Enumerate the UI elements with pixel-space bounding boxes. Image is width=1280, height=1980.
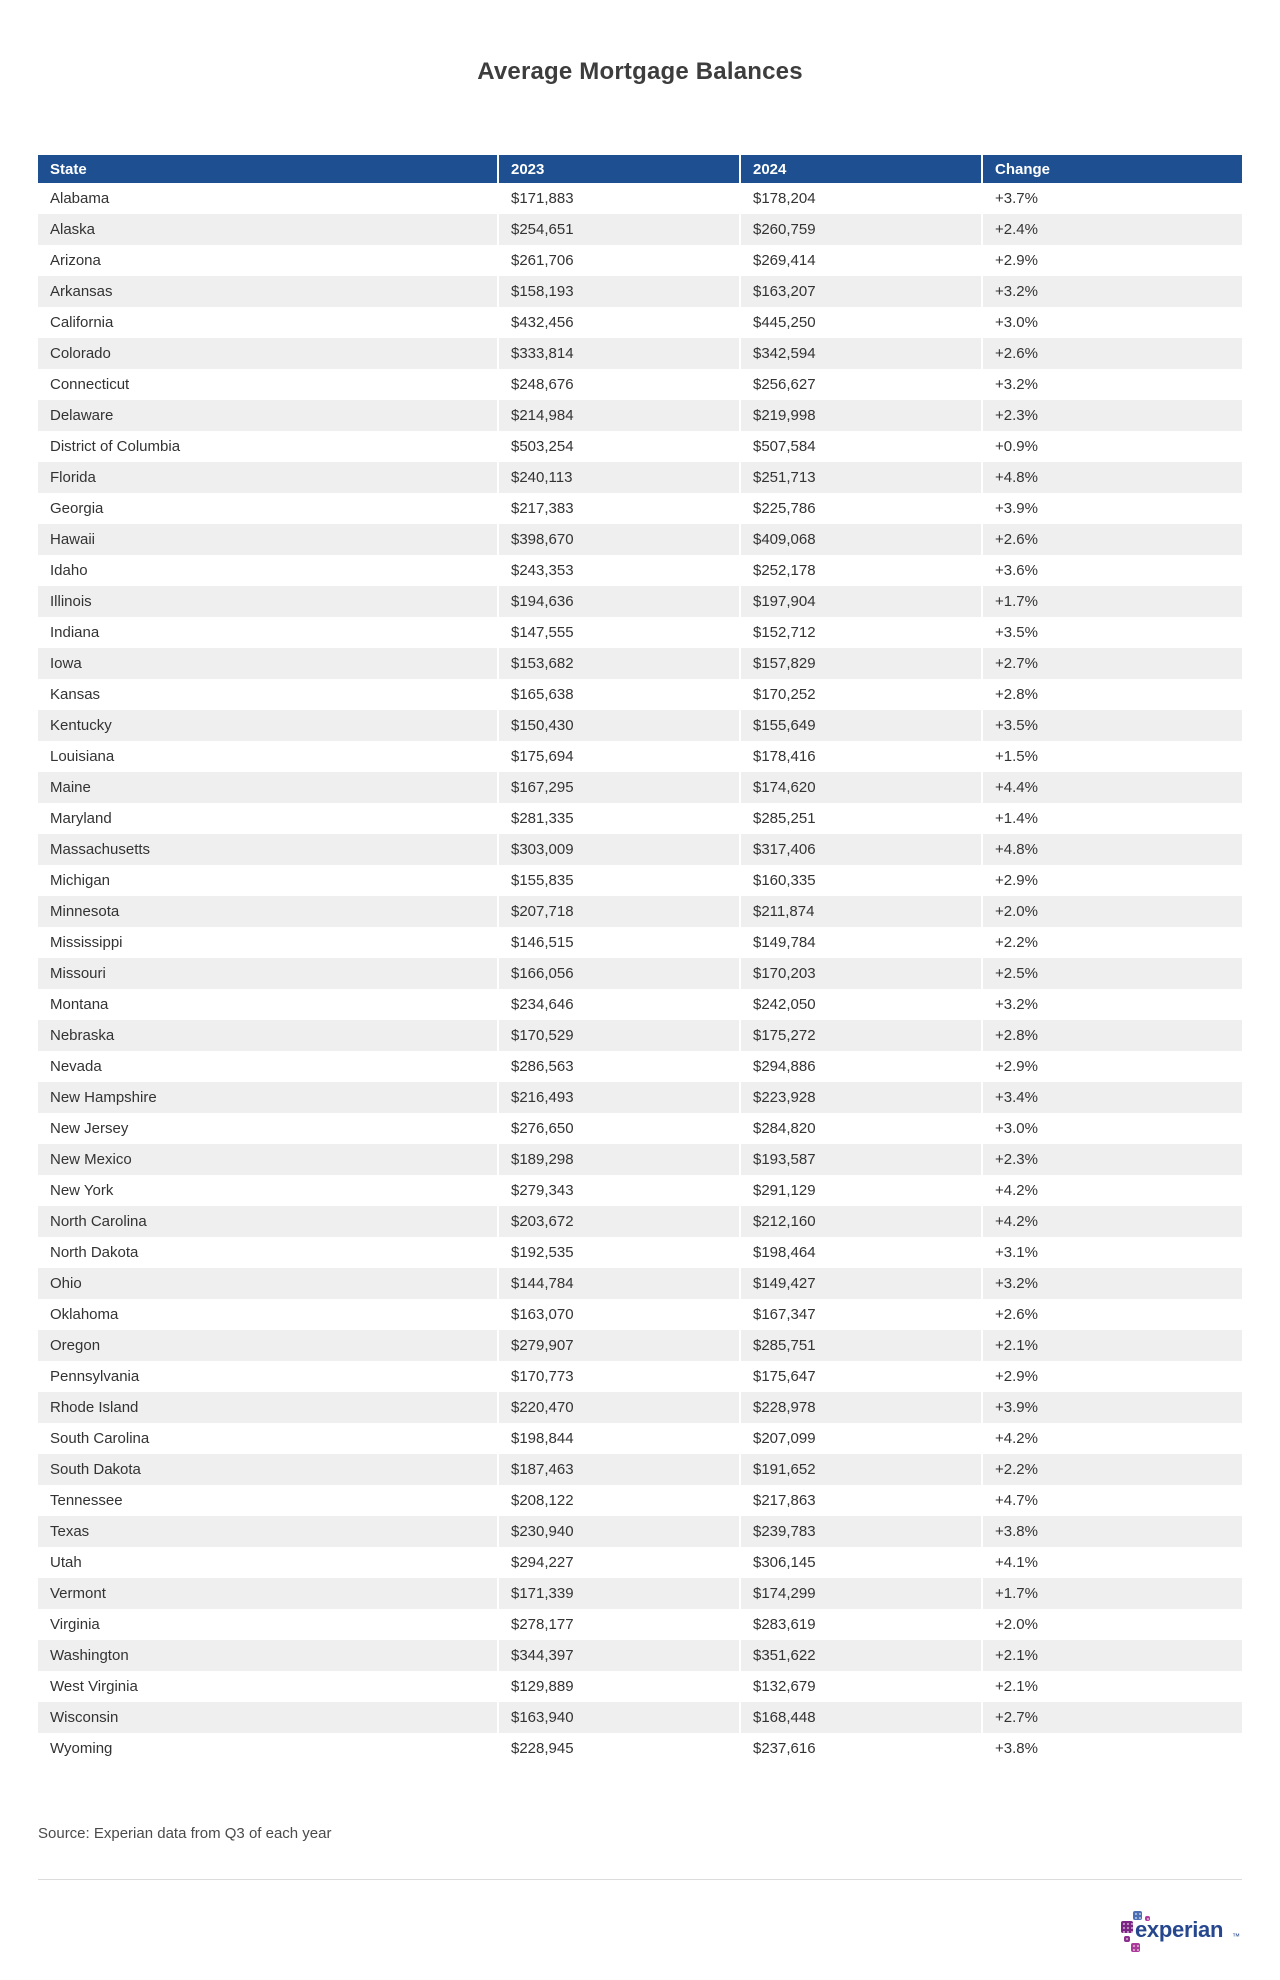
balance-2024-cell: $211,874	[740, 896, 982, 927]
table-row	[38, 1423, 1242, 1454]
table-row	[38, 648, 1242, 679]
change-cell: +2.9%	[982, 865, 1242, 896]
balance-2024-cell: $284,820	[740, 1113, 982, 1144]
source-note: Source: Experian data from Q3 of each year	[38, 1825, 332, 1842]
change-cell: +1.5%	[982, 741, 1242, 772]
balance-2024-cell: $285,751	[740, 1330, 982, 1361]
change-cell: +3.2%	[982, 1268, 1242, 1299]
state-cell: Georgia	[38, 493, 498, 524]
change-cell: +4.4%	[982, 772, 1242, 803]
change-cell: +3.0%	[982, 1113, 1242, 1144]
change-cell: +2.6%	[982, 1299, 1242, 1330]
table-row	[38, 462, 1242, 493]
change-cell: +3.1%	[982, 1237, 1242, 1268]
balance-2024-cell: $269,414	[740, 245, 982, 276]
state-cell: Iowa	[38, 648, 498, 679]
change-cell: +2.9%	[982, 1051, 1242, 1082]
change-cell: +3.5%	[982, 710, 1242, 741]
state-cell: Ohio	[38, 1268, 498, 1299]
balance-2024-cell: $445,250	[740, 307, 982, 338]
change-cell: +2.6%	[982, 524, 1242, 555]
state-cell: South Dakota	[38, 1454, 498, 1485]
table-row	[38, 586, 1242, 617]
table-row	[38, 1144, 1242, 1175]
table-row	[38, 1051, 1242, 1082]
state-cell: West Virginia	[38, 1671, 498, 1702]
change-cell: +2.8%	[982, 679, 1242, 710]
balance-2023-cell: $240,113	[498, 462, 740, 493]
balance-2023-cell: $248,676	[498, 369, 740, 400]
balance-2024-cell: $225,786	[740, 493, 982, 524]
balance-2024-cell: $170,252	[740, 679, 982, 710]
state-cell: Colorado	[38, 338, 498, 369]
balance-2023-cell: $175,694	[498, 741, 740, 772]
balance-2024-cell: $149,427	[740, 1268, 982, 1299]
change-cell: +3.0%	[982, 307, 1242, 338]
balance-2024-cell: $175,272	[740, 1020, 982, 1051]
balance-2024-cell: $285,251	[740, 803, 982, 834]
balance-2024-cell: $197,904	[740, 586, 982, 617]
balance-2023-cell: $207,718	[498, 896, 740, 927]
balance-2023-cell: $220,470	[498, 1392, 740, 1423]
balance-2024-cell: $149,784	[740, 927, 982, 958]
balance-2024-cell: $163,207	[740, 276, 982, 307]
state-cell: Louisiana	[38, 741, 498, 772]
balance-2023-cell: $189,298	[498, 1144, 740, 1175]
state-cell: North Carolina	[38, 1206, 498, 1237]
change-cell: +3.2%	[982, 989, 1242, 1020]
state-cell: New Jersey	[38, 1113, 498, 1144]
table-row	[38, 679, 1242, 710]
balance-2023-cell: $129,889	[498, 1671, 740, 1702]
balance-2023-cell: $503,254	[498, 431, 740, 462]
balance-2023-cell: $163,070	[498, 1299, 740, 1330]
balance-2023-cell: $166,056	[498, 958, 740, 989]
balance-2023-cell: $216,493	[498, 1082, 740, 1113]
state-cell: Hawaii	[38, 524, 498, 555]
change-cell: +2.2%	[982, 1454, 1242, 1485]
table-row	[38, 1020, 1242, 1051]
balance-2024-cell: $306,145	[740, 1547, 982, 1578]
state-cell: District of Columbia	[38, 431, 498, 462]
state-cell: Maine	[38, 772, 498, 803]
balance-2024-cell: $219,998	[740, 400, 982, 431]
balance-2023-cell: $214,984	[498, 400, 740, 431]
state-cell: Maryland	[38, 803, 498, 834]
state-cell: Massachusetts	[38, 834, 498, 865]
change-cell: +1.7%	[982, 1578, 1242, 1609]
balance-2023-cell: $170,529	[498, 1020, 740, 1051]
state-cell: Michigan	[38, 865, 498, 896]
state-cell: South Carolina	[38, 1423, 498, 1454]
state-cell: Florida	[38, 462, 498, 493]
state-cell: Kentucky	[38, 710, 498, 741]
balance-2024-cell: $167,347	[740, 1299, 982, 1330]
balance-2023-cell: $155,835	[498, 865, 740, 896]
table-row	[38, 369, 1242, 400]
table-row	[38, 400, 1242, 431]
table-row	[38, 338, 1242, 369]
change-cell: +2.3%	[982, 400, 1242, 431]
change-cell: +4.8%	[982, 834, 1242, 865]
table-row	[38, 1609, 1242, 1640]
balance-2023-cell: $198,844	[498, 1423, 740, 1454]
balance-2023-cell: $230,940	[498, 1516, 740, 1547]
table-row	[38, 834, 1242, 865]
table-row	[38, 741, 1242, 772]
change-cell: +2.0%	[982, 896, 1242, 927]
balance-2024-cell: $283,619	[740, 1609, 982, 1640]
balance-2023-cell: $170,773	[498, 1361, 740, 1392]
balance-2023-cell: $171,339	[498, 1578, 740, 1609]
balance-2024-cell: $252,178	[740, 555, 982, 586]
balance-2023-cell: $286,563	[498, 1051, 740, 1082]
state-cell: Idaho	[38, 555, 498, 586]
change-cell: +2.5%	[982, 958, 1242, 989]
balance-2024-cell: $507,584	[740, 431, 982, 462]
balance-2023-cell: $276,650	[498, 1113, 740, 1144]
change-cell: +2.6%	[982, 338, 1242, 369]
balance-2023-cell: $217,383	[498, 493, 740, 524]
balance-2024-cell: $251,713	[740, 462, 982, 493]
table-row	[38, 276, 1242, 307]
change-cell: +2.8%	[982, 1020, 1242, 1051]
change-cell: +2.2%	[982, 927, 1242, 958]
state-cell: Arizona	[38, 245, 498, 276]
table-row	[38, 710, 1242, 741]
balance-2024-cell: $212,160	[740, 1206, 982, 1237]
state-cell: Indiana	[38, 617, 498, 648]
state-cell: Arkansas	[38, 276, 498, 307]
table-row	[38, 1485, 1242, 1516]
state-cell: Connecticut	[38, 369, 498, 400]
balance-2023-cell: $261,706	[498, 245, 740, 276]
balance-2023-cell: $432,456	[498, 307, 740, 338]
change-cell: +2.9%	[982, 1361, 1242, 1392]
change-cell: +0.9%	[982, 431, 1242, 462]
balance-2023-cell: $158,193	[498, 276, 740, 307]
balance-2023-cell: $344,397	[498, 1640, 740, 1671]
state-cell: Wisconsin	[38, 1702, 498, 1733]
balance-2024-cell: $351,622	[740, 1640, 982, 1671]
change-cell: +3.7%	[982, 183, 1242, 214]
state-cell: Tennessee	[38, 1485, 498, 1516]
table-row	[38, 524, 1242, 555]
state-cell: Texas	[38, 1516, 498, 1547]
balance-2024-cell: $178,416	[740, 741, 982, 772]
column-header-2024: 2024	[740, 155, 982, 183]
table-row	[38, 1733, 1242, 1764]
state-cell: New York	[38, 1175, 498, 1206]
balance-2024-cell: $175,647	[740, 1361, 982, 1392]
table-row	[38, 1671, 1242, 1702]
change-cell: +4.2%	[982, 1175, 1242, 1206]
logo-wordmark: experian	[1135, 1917, 1224, 1942]
logo-square-purple-large	[1121, 1921, 1133, 1933]
table-row	[38, 989, 1242, 1020]
change-cell: +3.4%	[982, 1082, 1242, 1113]
column-header-state: State	[38, 155, 498, 183]
balance-2024-cell: $223,928	[740, 1082, 982, 1113]
change-cell: +2.1%	[982, 1330, 1242, 1361]
balance-2023-cell: $243,353	[498, 555, 740, 586]
state-cell: New Hampshire	[38, 1082, 498, 1113]
change-cell: +3.6%	[982, 555, 1242, 586]
balance-2023-cell: $333,814	[498, 338, 740, 369]
table-row	[38, 1268, 1242, 1299]
logo-square-magenta-medium	[1131, 1943, 1140, 1952]
balance-2023-cell: $144,784	[498, 1268, 740, 1299]
table-row	[38, 803, 1242, 834]
state-cell: Illinois	[38, 586, 498, 617]
change-cell: +3.9%	[982, 1392, 1242, 1423]
balance-2024-cell: $260,759	[740, 214, 982, 245]
state-cell: Alaska	[38, 214, 498, 245]
change-cell: +4.1%	[982, 1547, 1242, 1578]
balance-2023-cell: $163,940	[498, 1702, 740, 1733]
table-row	[38, 1392, 1242, 1423]
change-cell: +2.0%	[982, 1609, 1242, 1640]
balance-2024-cell: $291,129	[740, 1175, 982, 1206]
table-row	[38, 1113, 1242, 1144]
balance-2023-cell: $294,227	[498, 1547, 740, 1578]
balance-2024-cell: $193,587	[740, 1144, 982, 1175]
table-row	[38, 1082, 1242, 1113]
change-cell: +3.2%	[982, 369, 1242, 400]
column-header-change: Change	[982, 155, 1242, 183]
state-cell: Nebraska	[38, 1020, 498, 1051]
table-row	[38, 1547, 1242, 1578]
state-cell: Mississippi	[38, 927, 498, 958]
balance-2023-cell: $228,945	[498, 1733, 740, 1764]
table-row	[38, 1640, 1242, 1671]
change-cell: +2.1%	[982, 1640, 1242, 1671]
balance-2024-cell: $174,299	[740, 1578, 982, 1609]
state-cell: Minnesota	[38, 896, 498, 927]
table-row	[38, 1702, 1242, 1733]
table-row	[38, 896, 1242, 927]
balance-2023-cell: $254,651	[498, 214, 740, 245]
balance-2024-cell: $174,620	[740, 772, 982, 803]
change-cell: +4.2%	[982, 1206, 1242, 1237]
table-row	[38, 1299, 1242, 1330]
change-cell: +2.4%	[982, 214, 1242, 245]
balance-2023-cell: $203,672	[498, 1206, 740, 1237]
balance-2024-cell: $155,649	[740, 710, 982, 741]
balance-2023-cell: $147,555	[498, 617, 740, 648]
state-cell: Virginia	[38, 1609, 498, 1640]
state-cell: Oklahoma	[38, 1299, 498, 1330]
state-cell: New Mexico	[38, 1144, 498, 1175]
table-row	[38, 617, 1242, 648]
state-cell: Delaware	[38, 400, 498, 431]
balance-2023-cell: $187,463	[498, 1454, 740, 1485]
balance-2024-cell: $317,406	[740, 834, 982, 865]
balance-2023-cell: $278,177	[498, 1609, 740, 1640]
balance-2023-cell: $150,430	[498, 710, 740, 741]
state-cell: Wyoming	[38, 1733, 498, 1764]
balance-2023-cell: $153,682	[498, 648, 740, 679]
experian-logo	[1118, 1908, 1240, 1956]
table-row	[38, 927, 1242, 958]
state-cell: Missouri	[38, 958, 498, 989]
change-cell: +1.7%	[982, 586, 1242, 617]
state-cell: Oregon	[38, 1330, 498, 1361]
column-header-2023: 2023	[498, 155, 740, 183]
balance-2023-cell: $194,636	[498, 586, 740, 617]
change-cell: +2.7%	[982, 1702, 1242, 1733]
balance-2023-cell: $171,883	[498, 183, 740, 214]
table-row	[38, 1175, 1242, 1206]
header-row	[38, 155, 1242, 183]
state-cell: Vermont	[38, 1578, 498, 1609]
balance-2023-cell: $167,295	[498, 772, 740, 803]
change-cell: +2.1%	[982, 1671, 1242, 1702]
table-row	[38, 1237, 1242, 1268]
state-cell: Montana	[38, 989, 498, 1020]
balance-2023-cell: $398,670	[498, 524, 740, 555]
change-cell: +3.8%	[982, 1733, 1242, 1764]
balance-2024-cell: $152,712	[740, 617, 982, 648]
state-cell: Alabama	[38, 183, 498, 214]
change-cell: +3.8%	[982, 1516, 1242, 1547]
table-row	[38, 772, 1242, 803]
table-row	[38, 1206, 1242, 1237]
balance-2024-cell: $198,464	[740, 1237, 982, 1268]
balance-2024-cell: $168,448	[740, 1702, 982, 1733]
balance-2023-cell: $165,638	[498, 679, 740, 710]
table-row	[38, 493, 1242, 524]
balance-2023-cell: $279,907	[498, 1330, 740, 1361]
balance-2024-cell: $157,829	[740, 648, 982, 679]
balance-2024-cell: $170,203	[740, 958, 982, 989]
table-row	[38, 214, 1242, 245]
mortgage-balances-table	[38, 155, 1242, 1764]
state-cell: Pennsylvania	[38, 1361, 498, 1392]
balance-2024-cell: $132,679	[740, 1671, 982, 1702]
change-cell: +4.2%	[982, 1423, 1242, 1454]
table-body	[38, 183, 1242, 1764]
balance-2024-cell: $294,886	[740, 1051, 982, 1082]
table-row	[38, 431, 1242, 462]
table-row	[38, 1516, 1242, 1547]
change-cell: +2.9%	[982, 245, 1242, 276]
change-cell: +2.7%	[982, 648, 1242, 679]
table-row	[38, 1578, 1242, 1609]
state-cell: Washington	[38, 1640, 498, 1671]
balance-2023-cell: $281,335	[498, 803, 740, 834]
change-cell: +3.5%	[982, 617, 1242, 648]
balance-2024-cell: $242,050	[740, 989, 982, 1020]
state-cell: California	[38, 307, 498, 338]
balance-2024-cell: $237,616	[740, 1733, 982, 1764]
balance-2024-cell: $342,594	[740, 338, 982, 369]
logo-trademark: ™	[1232, 1932, 1240, 1941]
table-row	[38, 307, 1242, 338]
balance-2024-cell: $217,863	[740, 1485, 982, 1516]
footer-divider	[38, 1879, 1242, 1880]
table-row	[38, 1454, 1242, 1485]
balance-2023-cell: $208,122	[498, 1485, 740, 1516]
balance-2024-cell: $409,068	[740, 524, 982, 555]
balance-2024-cell: $239,783	[740, 1516, 982, 1547]
table-row	[38, 555, 1242, 586]
change-cell: +4.8%	[982, 462, 1242, 493]
table-row	[38, 865, 1242, 896]
state-cell: Kansas	[38, 679, 498, 710]
balance-2024-cell: $207,099	[740, 1423, 982, 1454]
logo-square-purple-small	[1124, 1936, 1130, 1942]
change-cell: +3.9%	[982, 493, 1242, 524]
balance-2024-cell: $256,627	[740, 369, 982, 400]
state-cell: Utah	[38, 1547, 498, 1578]
change-cell: +4.7%	[982, 1485, 1242, 1516]
balance-2024-cell: $228,978	[740, 1392, 982, 1423]
state-cell: North Dakota	[38, 1237, 498, 1268]
page-title: Average Mortgage Balances	[477, 58, 803, 85]
table-row	[38, 1330, 1242, 1361]
table-header	[38, 155, 1242, 183]
balance-2023-cell: $303,009	[498, 834, 740, 865]
balance-2024-cell: $191,652	[740, 1454, 982, 1485]
table-row	[38, 245, 1242, 276]
balance-2023-cell: $234,646	[498, 989, 740, 1020]
table-row	[38, 183, 1242, 214]
balance-2023-cell: $192,535	[498, 1237, 740, 1268]
table-row	[38, 958, 1242, 989]
balance-2024-cell: $178,204	[740, 183, 982, 214]
table-row	[38, 1361, 1242, 1392]
balance-2023-cell: $146,515	[498, 927, 740, 958]
state-cell: Nevada	[38, 1051, 498, 1082]
change-cell: +2.3%	[982, 1144, 1242, 1175]
balance-2024-cell: $160,335	[740, 865, 982, 896]
balance-2023-cell: $279,343	[498, 1175, 740, 1206]
change-cell: +1.4%	[982, 803, 1242, 834]
change-cell: +3.2%	[982, 276, 1242, 307]
state-cell: Rhode Island	[38, 1392, 498, 1423]
